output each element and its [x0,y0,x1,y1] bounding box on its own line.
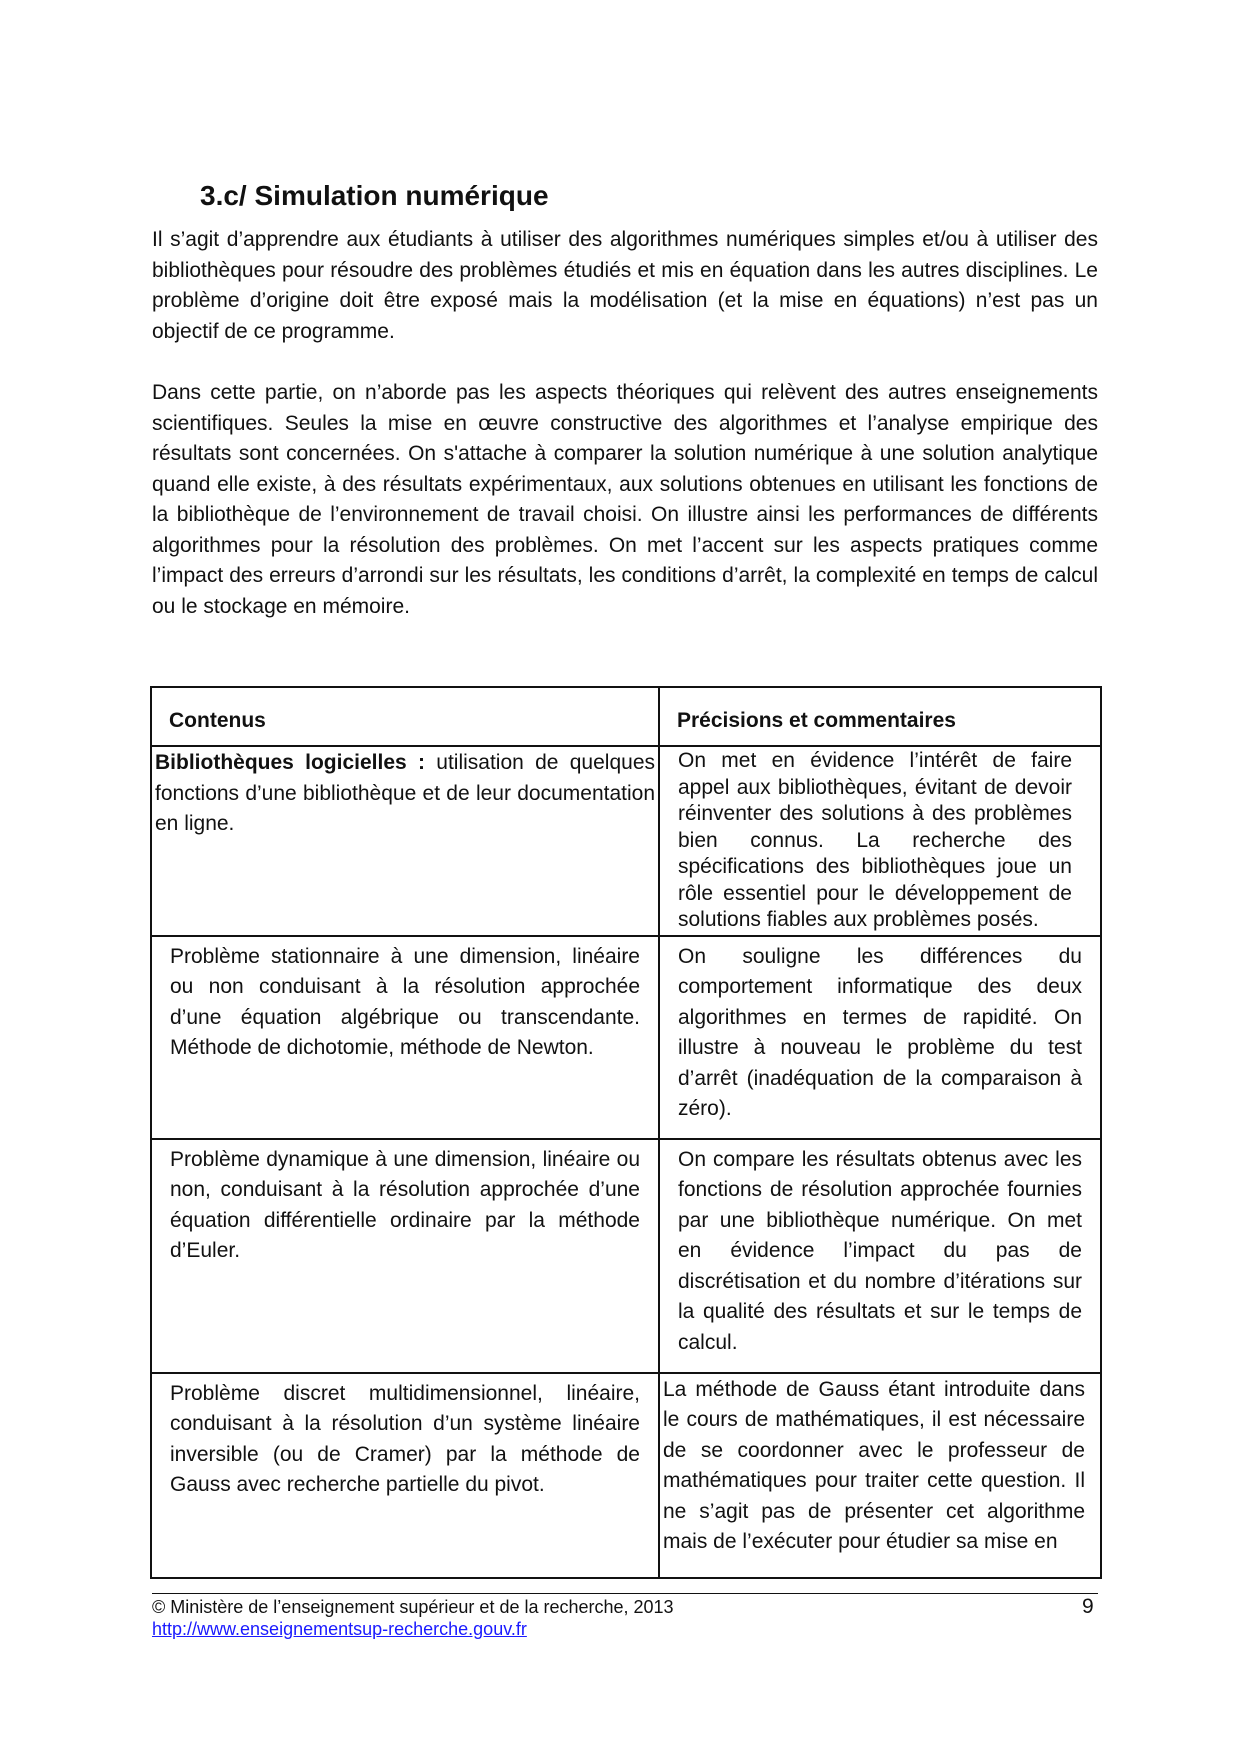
page-number: 9 [1082,1595,1094,1618]
header-precisions: Précisions et commentaires [659,687,1101,746]
intro-paragraph: Il s’agit d’apprendre aux étudiants à utiliser des algorithmes numériques simples et/ou à utiliser des bibliothèques pour résoudre des problèmes étudiés et mis en équation dans les autres disciplines. Le problème d’origine doit être exposé mais la modélisation (et la mise en équations) n’est pas un objectif de ce programme. [152,228,1098,343]
table-row [151,1139,1101,1373]
cell-precisions: La méthode de Gauss étant introduite dans le cours de mathématiques, il est nécessaire de se coordonner avec le professeur de mathématiques pour traiter cette question. Il ne s’agit pas de présenter cet algorithme mais de l’exécuter pour étudier sa mise en [663,1377,1085,1553]
content-table [150,686,1102,1579]
cell-contenus: utilisation de quelques fonctions d’une bibliothèque et de leur documentation en ligne. [155,751,655,835]
header-contenus: Contenus [151,687,659,746]
cell-precisions: On souligne les différences du comportement informatique des deux algorithmes en termes de rapidité. On illustre à nouveau le problème du test d’arrêt (inadéquation de la comparaison à zéro). [678,944,1082,1120]
footer-link[interactable]: http://www.enseignementsup-recherche.gouv.fr [152,1619,527,1639]
cell-precisions: On compare les résultats obtenus avec les fonctions de résolution approchée fournies par une bibliothèque numérique. On met en évidence l’impact du pas de discrétisation et du nombre d’itérations sur la qualité des résultats et sur le temps de calcul. [678,1147,1082,1354]
table-header-row [151,687,1101,746]
table-row [151,1373,1101,1578]
cell-contenus: Problème discret multidimensionnel, linéaire, conduisant à la résolution d’un système linéaire inversible (ou de Cramer) par la méthode de Gauss avec recherche partielle du pivot. [170,1381,640,1496]
table-row [151,936,1101,1139]
scope-paragraph: Dans cette partie, on n’aborde pas les aspects théoriques qui relèvent des autres enseignements scientifiques. Seules la mise en œuvre constructive des algorithmes et l’analyse empirique des résultats sont concernées. On s'attache à comparer la solution numérique à une solution analytique quand elle existe, à des résultats expérimentaux, aux solutions obtenues en utilisant les fonctions de la bibliothèque de l’environnement de travail choisi. On illustre ainsi les performances de différents algorithmes pour la résolution des problèmes. On met l’accent sur les aspects pratiques comme l’impact des erreurs d’arrondi sur les résultats, les conditions d’arrêt, la complexité en temps de calcul ou le stockage en mémoire. [152,381,1098,618]
table-row [151,746,1101,936]
cell-contenus: Problème stationnaire à une dimension, linéaire ou non conduisant à la résolution approchée d’une équation algébrique ou transcendante. Méthode de dichotomie, méthode de Newton. [170,944,640,1059]
footer-divider [152,1593,1098,1594]
cell-contenus: Problème dynamique à une dimension, linéaire ou non, conduisant à la résolution approchée d’une équation différentielle ordinaire par la méthode d’Euler. [170,1147,640,1262]
section-heading: 3.c/ Simulation numérique [200,180,549,211]
cell-precisions: On met en évidence l’intérêt de faire appel aux bibliothèques, évitant de devoir réinventer des solutions à des problèmes bien connus. La recherche des spécifications des bibliothèques joue un rôle essentiel pour le développement de solutions fiables aux problèmes posés. [678,749,1072,931]
footer-copyright: © Ministère de l’enseignement supérieur et de la recherche, 2013 [152,1597,674,1617]
cell-bold-term: Bibliothèques logicielles : [155,751,425,774]
